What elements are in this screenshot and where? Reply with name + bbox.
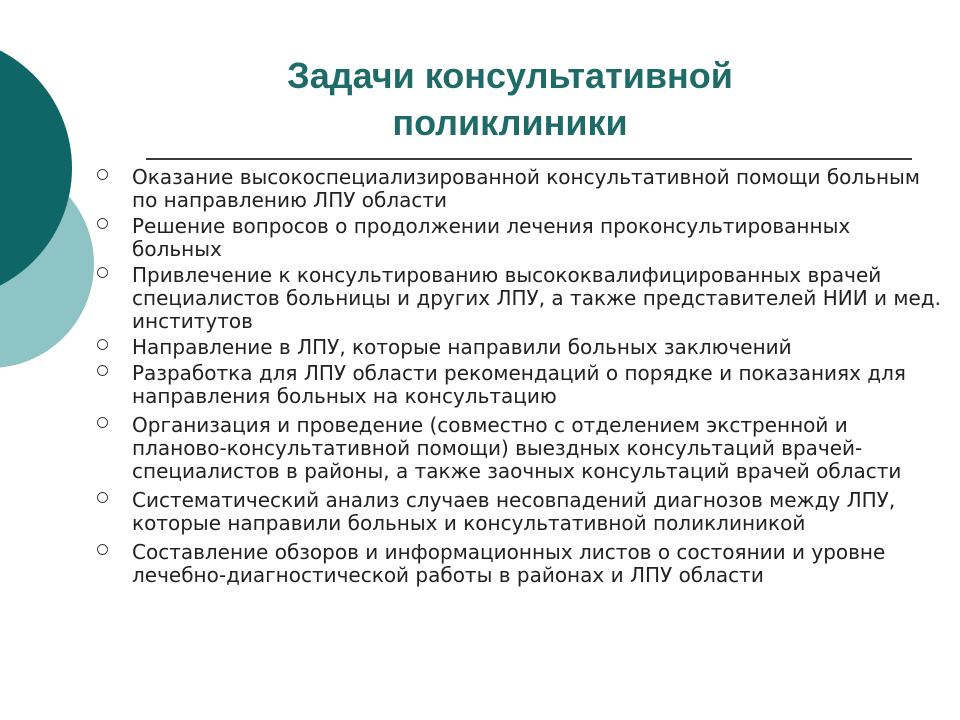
list-item-text: Решение вопросов о продолжении лечения проконсультированных больных (132, 214, 851, 261)
list-item (96, 414, 946, 483)
task-list (96, 166, 946, 590)
list-item (96, 336, 946, 359)
circle-bullet-icon (97, 339, 108, 350)
list-item-text: Систематический анализ случаев несовпадений диагнозов между ЛПУ, которые направили больных и консультативной поликлиникой (132, 488, 896, 535)
circle-bullet-icon (97, 169, 108, 180)
list-item (96, 362, 946, 408)
list-item-text: Направление в ЛПУ, которые направили больных заключений (132, 335, 792, 359)
list-item-text: Составление обзоров и информационных листов о состоянии и уровне лечебно-диагностической работы в районах и ЛПУ области (132, 540, 886, 587)
circle-bullet-icon (97, 417, 108, 428)
list-item (96, 215, 946, 261)
circle-bullet-icon (97, 544, 108, 555)
circle-bullet-icon (97, 492, 108, 503)
list-item-text: Оказание высокоспециализированной консультативной помощи больным по направлению ЛПУ области (132, 165, 920, 212)
circle-bullet-icon (97, 218, 108, 229)
list-item (96, 264, 946, 333)
list-item-text: Организация и проведение (совместно с отделением экстренной и планово-консультативной помощи) выездных консультаций врачей-специалистов в районы, а также заочных консультаций врачей области (132, 413, 902, 483)
list-item-text: Разработка для ЛПУ области рекомендаций о порядке и показаниях для направления больных на консультацию (132, 361, 906, 408)
list-item (96, 166, 946, 212)
circle-bullet-icon (97, 365, 108, 376)
list-item (96, 489, 946, 535)
list-item-text: Привлечение к консультированию высококвалифицированных врачей специалистов больницы и других ЛПУ, а также представителей НИИ и мед. институтов (132, 263, 941, 333)
circle-bullet-icon (97, 267, 108, 278)
title-line-1: Задачи консультативной (287, 55, 733, 96)
page-title (180, 52, 840, 146)
title-line-2: поликлиники (392, 102, 628, 143)
title-divider (146, 158, 912, 160)
list-item (96, 541, 946, 587)
